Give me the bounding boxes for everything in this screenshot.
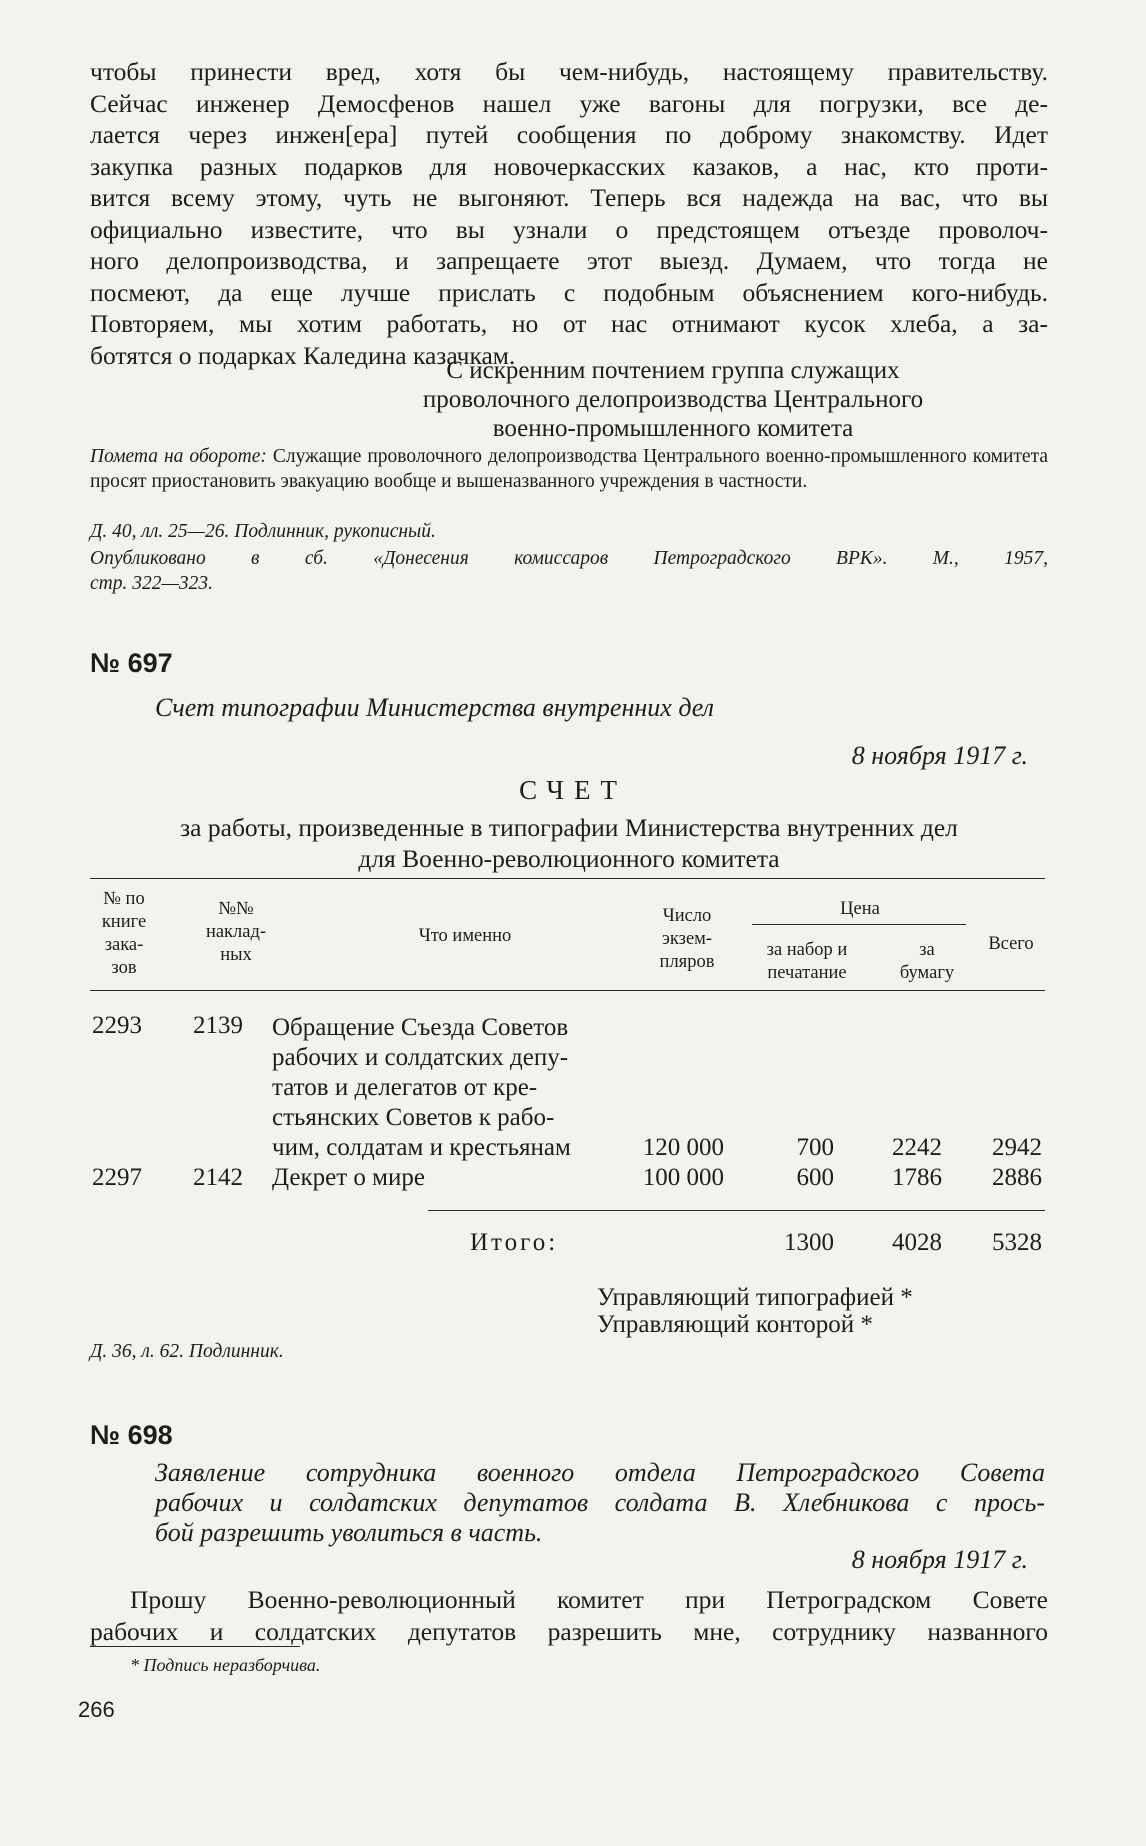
intro-paragraph [90, 56, 1048, 371]
intro-line: чтобы принести вред, хотя бы чем-нибудь, настоящему правительству. [90, 57, 1048, 86]
header-invoice-numbers [190, 898, 282, 967]
invoice-heading: СЧЕТ [519, 775, 627, 805]
total-label: Итого: [470, 1229, 559, 1256]
row1-order: 2293 [92, 1012, 142, 1039]
header-text: за [919, 940, 935, 960]
publication-note [90, 546, 1048, 596]
what-line: рабочих и солдатских депу- [272, 1044, 569, 1071]
header-text: № по [103, 889, 145, 909]
header-typeset [748, 939, 866, 985]
header-text: Число [662, 906, 712, 926]
intro-line: закупка разных подарков для новочеркасских казаков, а нас, кто проти- [90, 151, 1048, 181]
what-line: стьянских Советов к рабо- [272, 1104, 555, 1131]
archive-source-697: Д. 36, л. 62. Подлинник. [90, 1341, 284, 1362]
reverse-note [90, 444, 1048, 494]
application-body [90, 1584, 1048, 1647]
header-text: книге [101, 912, 147, 932]
signature-block [360, 356, 986, 443]
intro-line: посмеют, да еще лучше прислать с подобным объяснением кого-нибудь. [90, 277, 1048, 307]
header-paper [892, 939, 962, 985]
row2-paper: 1786 [892, 1164, 942, 1191]
row1-copies: 120 000 [642, 1134, 724, 1161]
row1-what [272, 1013, 612, 1163]
signer-office: Управляющий конторой * [597, 1311, 873, 1338]
footnote: * Подпись неразборчива. [130, 1655, 321, 1675]
header-text: наклад- [205, 922, 267, 942]
what-line: чим, солдатам и крестьянам [272, 1134, 571, 1161]
archive-source-696: Д. 40, лл. 25—26. Подлинник, рукописный. [90, 521, 436, 542]
title-line: рабочих и солдатских депутатов солдата В. Хлебникова с прось- [155, 1488, 1045, 1517]
total-paper: 4028 [892, 1229, 942, 1256]
header-text: бумагу [899, 963, 955, 983]
signature-line: С искренним почтением группа служащих [446, 357, 900, 384]
intro-line: Повторяем, мы хотим работать, но от нас отнимают кусок хлеба, а за- [90, 309, 1048, 338]
intro-line: ботятся о подарках Каледина казачкам. [90, 340, 516, 370]
document-date-698: 8 ноября 1917 г. [851, 1545, 1028, 1574]
reverse-note-label: Помета на обороте: [90, 446, 267, 467]
row1-invoice: 2139 [193, 1012, 243, 1039]
header-text: экзем- [661, 929, 713, 949]
row2-total: 2886 [992, 1164, 1042, 1191]
what-line: Обращение Съезда Советов [272, 1014, 569, 1041]
header-total: Всего [988, 934, 1034, 954]
what-line: Декрет о мире [272, 1164, 425, 1191]
header-bottom-rule [90, 990, 1045, 991]
row2-copies: 100 000 [642, 1164, 724, 1191]
total-rule [428, 1210, 1045, 1211]
header-text: печатание [767, 963, 847, 983]
document-number-698: № 698 [90, 1420, 173, 1450]
total-typeset: 1300 [784, 1229, 834, 1256]
total-total: 5328 [992, 1229, 1042, 1256]
header-text: ных [220, 945, 252, 965]
header-text: пляров [659, 952, 715, 972]
document-title-698 [155, 1458, 1045, 1548]
body-line: Прошу Военно-революционный комитет при Петроградском Совете [130, 1585, 1048, 1614]
table-top-rule [90, 878, 1045, 879]
subheading-line: за работы, произведенные в типографии Министерства внутренних дел [180, 813, 958, 842]
document-date-697: 8 ноября 1917 г. [851, 741, 1028, 770]
signer-typography: Управляющий типографией * [597, 1284, 913, 1311]
title-line: бой разрешить уволиться в часть. [155, 1518, 543, 1547]
header-text: зов [111, 958, 137, 978]
body-line: рабочих и солдатских депутатов разрешить мне, сотруднику названного [90, 1616, 1048, 1646]
footnote-rule [90, 1646, 300, 1647]
header-text: зака- [104, 935, 144, 955]
header-price: Цена [840, 899, 880, 919]
row2-order: 2297 [92, 1164, 142, 1191]
intro-line: ного делопроизводства, и запрещаете этот выезд. Думаем, что тогда не [90, 246, 1048, 275]
row1-total: 2942 [992, 1134, 1042, 1161]
row1-paper: 2242 [892, 1134, 942, 1161]
header-text: за набор и [766, 940, 848, 960]
intro-line: вится всему этому, чуть не выгоняют. Теперь вся надежда на вас, что вы [90, 183, 1048, 212]
signature-line: военно-промышленного комитета [492, 415, 854, 442]
header-text: №№ [218, 899, 254, 919]
header-what: Что именно [418, 926, 512, 946]
publication-line: Опубликовано в сб. «Донесения комиссаров Петроградского ВРК». М., 1957, [90, 548, 1048, 569]
intro-line: лается через инжен[ера] путей сообщения по доброму знакомству. Идет [90, 120, 1048, 149]
what-line: татов и делегатов от кре- [272, 1074, 538, 1101]
header-order-number [88, 888, 160, 980]
publication-line: стр. 322—323. [90, 573, 213, 594]
invoice-subheading [90, 812, 1048, 874]
intro-line: Сейчас инженер Демосфенов нашел уже вагоны для погрузки, все де- [90, 88, 1048, 118]
page-number: 266 [78, 1697, 115, 1722]
subheading-line: для Военно-революционного комитета [358, 844, 780, 873]
title-line: Заявление сотрудника военного отдела Петроградского Совета [155, 1458, 1045, 1487]
intro-line: официально известите, что вы узнали о предстоящем отъезде проволоч- [90, 214, 1048, 244]
document-number-697: № 697 [90, 648, 173, 678]
row2-invoice: 2142 [193, 1164, 243, 1191]
reverse-note-text: Служащие проволочного делопроизводства Центрального военно-промышленного комитета просят приостановить эвакуацию вообще и вышеназванного учреждения в частности. [90, 446, 1048, 492]
header-copies [640, 905, 734, 974]
price-sub-rule [752, 924, 966, 925]
row2-what [272, 1163, 612, 1193]
row1-typeset: 700 [796, 1134, 834, 1161]
row2-typeset: 600 [796, 1164, 834, 1191]
signature-line: проволочного делопроизводства Центрального [422, 386, 924, 413]
document-title-697: Счет типографии Министерства внутренних дел [155, 693, 715, 722]
